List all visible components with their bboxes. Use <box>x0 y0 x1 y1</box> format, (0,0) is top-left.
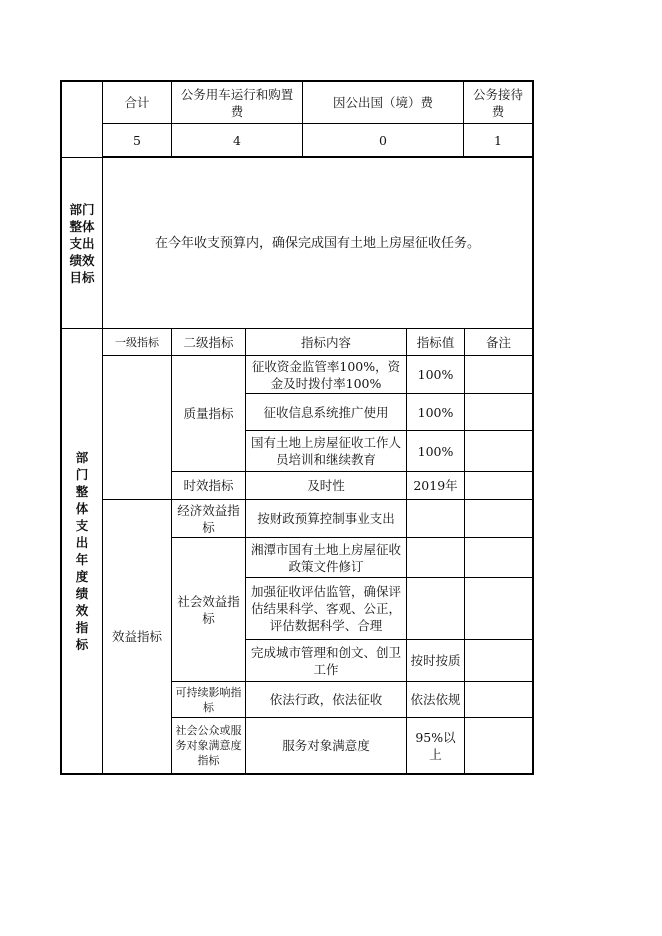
value-reception: 1 <box>463 123 534 158</box>
row-value <box>406 577 465 640</box>
goal-label-cell <box>60 157 103 329</box>
row-content: 加强征收评估监管，确保评估结果科学、客观、公正，评估数据科学、合理 <box>245 577 407 640</box>
row-note <box>464 393 534 431</box>
row-note <box>464 355 534 394</box>
row-content: 完成城市管理和创文、创卫工作 <box>245 639 407 682</box>
row-value: 100% <box>406 430 465 472</box>
row-value: 2019年 <box>406 471 465 500</box>
row-value <box>406 537 465 578</box>
row-content: 服务对象满意度 <box>245 717 407 775</box>
level1-effect: 效益指标 <box>102 499 172 775</box>
value-vehicle: 4 <box>171 123 303 158</box>
row-note <box>464 537 534 578</box>
level2-social: 社会效益指标 <box>171 537 246 682</box>
level2-quality: 质量指标 <box>171 355 246 472</box>
row-content: 征收信息系统推广使用 <box>245 393 407 431</box>
header-reception: 公务接待费 <box>463 80 534 124</box>
indicator-label: 部门整体支出年度绩效指标 <box>75 450 89 652</box>
value-abroad: 0 <box>302 123 464 158</box>
indicator-label-cell <box>60 328 103 775</box>
row-content: 依法行政，依法征收 <box>245 681 407 718</box>
row-note <box>464 639 534 682</box>
row-value: 95%以上 <box>406 717 465 775</box>
value-total: 5 <box>102 123 172 158</box>
row-content: 按财政预算控制事业支出 <box>245 499 407 538</box>
row-note <box>464 681 534 718</box>
header-vehicle: 公务用车运行和购置费 <box>171 80 303 124</box>
row-value: 按时按质 <box>406 639 465 682</box>
row-value <box>406 499 465 538</box>
row-content: 湘潭市国有土地上房屋征收政策文件修订 <box>245 537 407 578</box>
row-content: 征收资金监管率100%，资金及时拨付率100% <box>245 355 407 394</box>
col-header-content: 指标内容 <box>245 328 407 356</box>
col-header-level1: 一级指标 <box>102 328 172 356</box>
level2-satisfaction: 社会公众或服务对象满意度指标 <box>171 717 246 775</box>
level2-timeliness: 时效指标 <box>171 471 246 500</box>
header-total: 合计 <box>102 80 172 124</box>
goal-label: 部门整体支出绩效目标 <box>69 201 95 285</box>
row-note <box>464 499 534 538</box>
top-blank-cell <box>60 80 103 158</box>
row-note <box>464 577 534 640</box>
level2-economic: 经济效益指标 <box>171 499 246 538</box>
row-value: 100% <box>406 393 465 431</box>
col-header-note: 备注 <box>464 328 534 356</box>
row-note <box>464 717 534 775</box>
row-value: 依法依规 <box>406 681 465 718</box>
header-abroad: 因公出国（境）费 <box>302 80 464 124</box>
row-note <box>464 471 534 500</box>
row-content: 国有土地上房屋征收工作人员培训和继续教育 <box>245 430 407 472</box>
level2-sustain: 可持续影响指标 <box>171 681 246 718</box>
goal-text: 在今年收支预算内，确保完成国有土地上房屋征收任务。 <box>102 157 534 329</box>
row-content: 及时性 <box>245 471 407 500</box>
level1-output-blank <box>102 355 172 500</box>
row-note <box>464 430 534 472</box>
col-header-value: 指标值 <box>406 328 465 356</box>
col-header-level2: 二级指标 <box>171 328 246 356</box>
row-value: 100% <box>406 355 465 394</box>
